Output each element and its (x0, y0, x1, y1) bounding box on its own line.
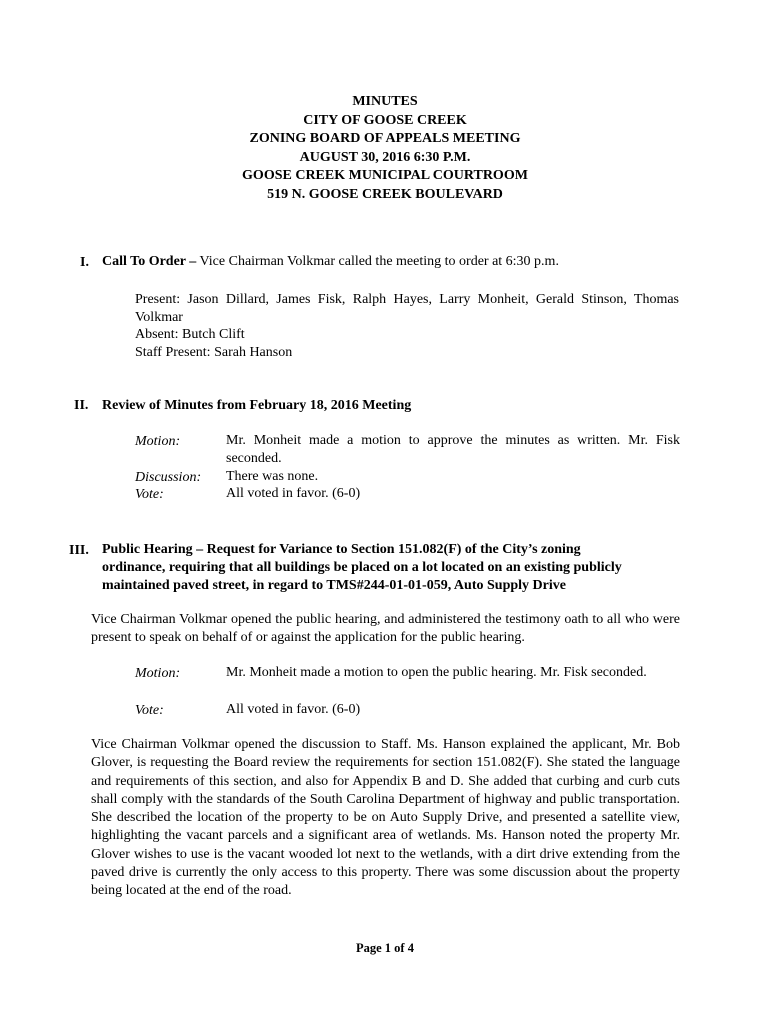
header-address: 519 N. GOOSE CREEK BOULEVARD (267, 186, 503, 202)
section-3-vote-text: All voted in favor. (6-0) (226, 702, 361, 717)
section-1-staff: Staff Present: Sarah Hanson (135, 345, 293, 360)
header-date: AUGUST 30, 2016 6:30 P.M. (299, 149, 471, 165)
header-location: GOOSE CREEK MUNICIPAL COURTROOM (242, 168, 528, 184)
section-2-motion-text: Mr. Monheit made a motion to approve the minutes as written. Mr. Fisk seconded. (226, 433, 680, 467)
section-2-vote-text: All voted in favor. (6-0) (226, 486, 361, 501)
section-1-title: Call To Order – (102, 254, 197, 269)
header-title: MINUTES (352, 94, 418, 109)
section-2-motion-label: Motion: (135, 434, 181, 449)
section-3-motion-text: Mr. Monheit made a motion to open the public hearing. Mr. Fisk seconded. (226, 665, 647, 680)
section-3-title (102, 541, 682, 594)
header-board: ZONING BOARD OF APPEALS MEETING (249, 131, 521, 147)
section-2-title: Review of Minutes from February 18, 2016 Meeting (102, 398, 412, 413)
section-1-text: Vice Chairman Volkmar called the meeting to order at 6:30 p.m. (196, 254, 559, 269)
section-2-vote-label: Vote: (135, 487, 164, 502)
page-number: Page 1 of 4 (356, 941, 414, 955)
section-2-numeral: II. (74, 398, 89, 413)
section-1-absent: Absent: Butch Clift (135, 327, 245, 342)
section-3-paragraph-1: Vice Chairman Volkmar opened the public hearing, and administered the testimony oath to all who were present to speak on behalf of or against the application for the public hearing. (91, 612, 680, 646)
section-3-motion-label: Motion: (135, 666, 181, 681)
section-1-heading (102, 253, 702, 271)
section-3-title-line-2: ordinance, requiring that all buildings be placed on a lot located on an existing publicly (102, 559, 622, 575)
header-city: CITY OF GOOSE CREEK (303, 112, 467, 128)
section-3-numeral: III. (69, 543, 89, 558)
section-2-discussion-label: Discussion: (135, 470, 202, 485)
section-3-title-line-3: maintained paved street, in regard to TMS#244-01-01-059, Auto Supply Drive (102, 577, 566, 593)
section-1-numeral: I. (80, 255, 89, 270)
section-1-present: Present: Jason Dillard, James Fisk, Ralph Hayes, Larry Monheit, Gerald Stinson, Thomas Volkmar (135, 292, 679, 326)
document-header (0, 93, 770, 205)
section-2-discussion-text: There was none. (226, 469, 319, 484)
section-3-vote-label: Vote: (135, 703, 164, 718)
section-3-title-line-1: Public Hearing – Request for Variance to Section 151.082(F) of the City’s zoning (102, 542, 581, 557)
section-3-paragraph-2: Vice Chairman Volkmar opened the discussion to Staff. Ms. Hanson explained the applicant, Mr. Bob Glover, is requesting the Board review the requirements for section 151.082(F). She stated the language and requirements of this section, and also for Appendix B and D. She added that curbing and curb cuts shall comply with the standards of the South Carolina Department of highway and public transportation. She described the location of the property to be on Auto Supply Drive, and presented a satellite view, highlighting the vacant parcels and a significant area of wetlands. Ms. Hanson noted the property Mr. Glover wishes to use is the vacant wooded lot next to the wetlands, with a dirt drive extending from the paved drive is currently the only access to this property. There was some discussion about the property being located at the end of the road. (91, 737, 680, 899)
